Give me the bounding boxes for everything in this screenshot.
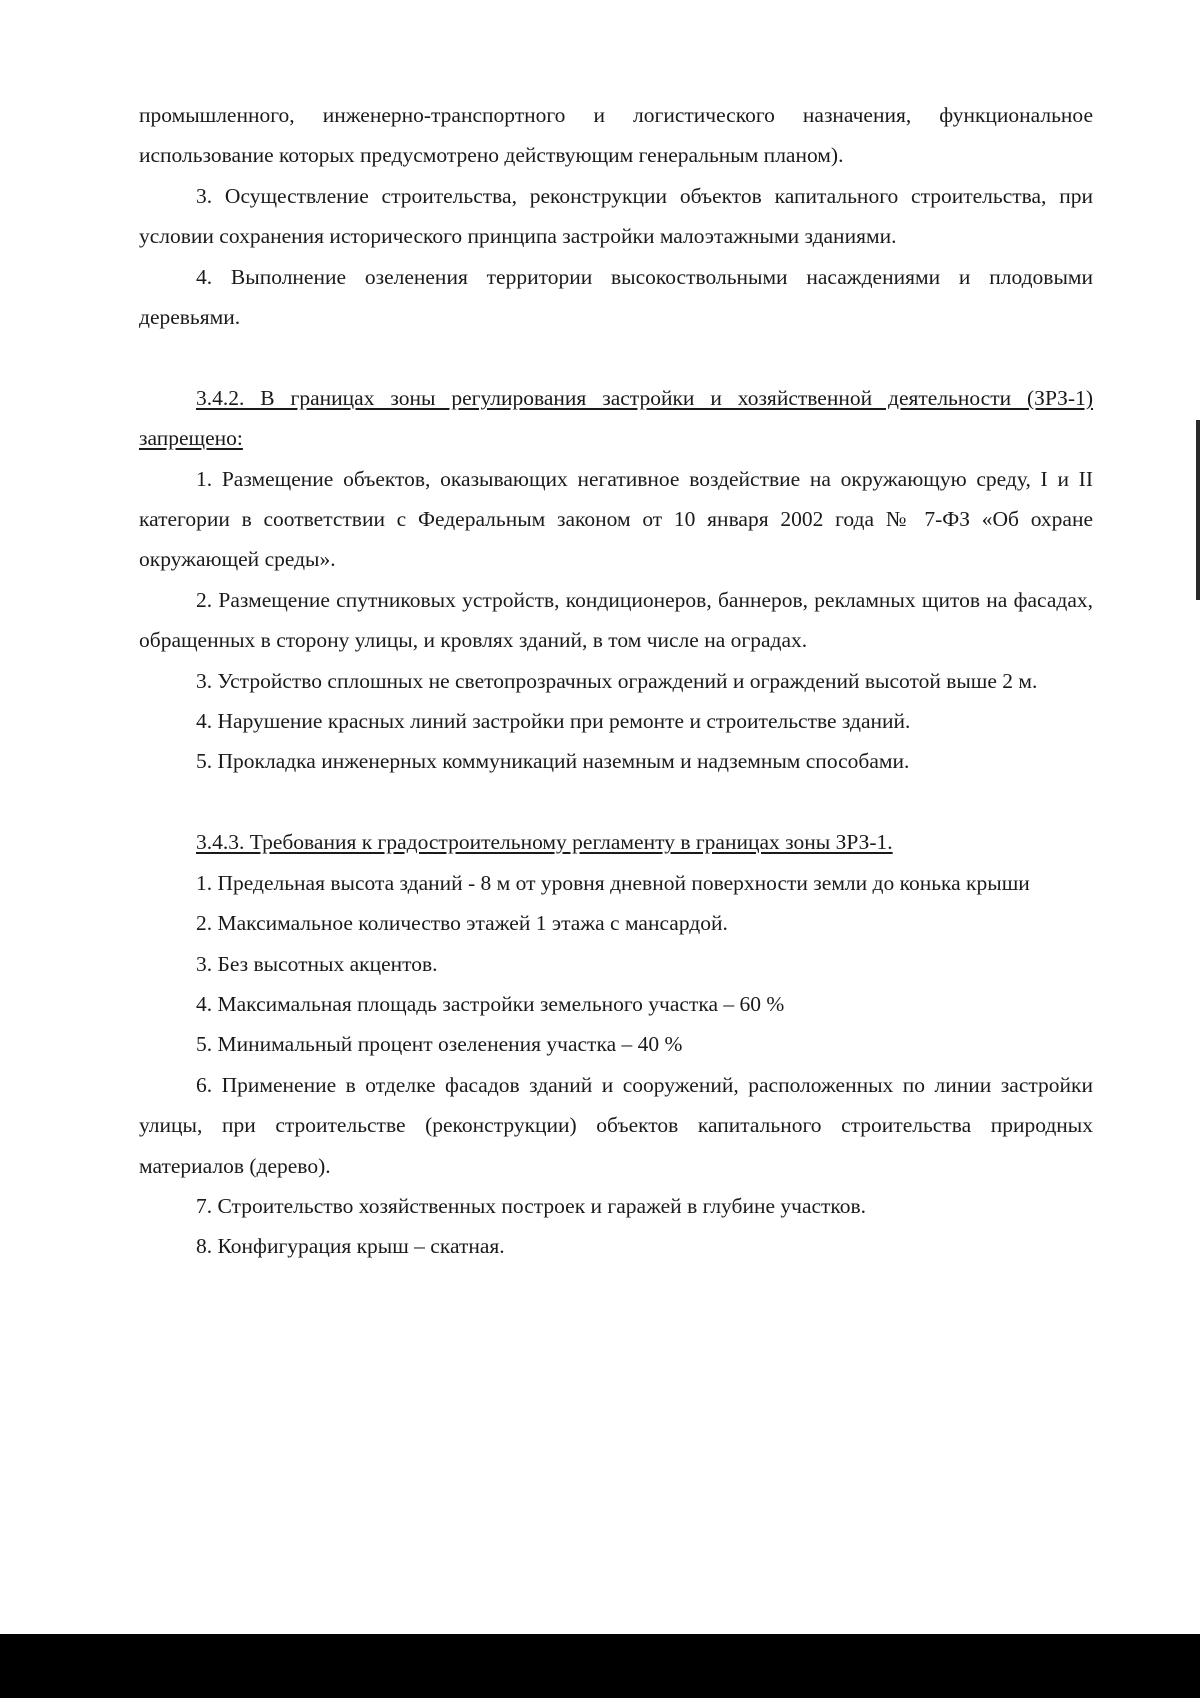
document-body: [139, 95, 1093, 1267]
section-gap: [139, 337, 1093, 377]
list-item: 3. Без высотных акцентов.: [196, 951, 438, 976]
list-item: 5. Минимальный процент озеленения участка – 40 %: [196, 1032, 683, 1057]
list-item: 7. Строительство хозяйственных построек и гаражей в глубине участков.: [196, 1193, 867, 1218]
list-item: 6. Применение в отделке фасадов зданий и сооружений, расположенных по линии застройки улицы, при строительстве (реконструкции) объектов капитального строительства природных материалов (дерево).: [139, 1072, 1093, 1178]
section-heading-3-4-2: 3.4.2. В границах зоны регулирования застройки и хозяйственной деятельности (ЗРЗ-1) запрещено:: [139, 385, 1093, 451]
list-item: 1. Размещение объектов, оказывающих негативное воздействие на окружающую среду, I и II категории в соответствии с Федеральным законом от 10 января 2002 года № 7-ФЗ «Об охране окружающей среды».: [139, 466, 1093, 572]
list-item: 4. Нарушение красных линий застройки при ремонте и строительстве зданий.: [196, 709, 911, 734]
list-item: 5. Прокладка инженерных коммуникаций наземным и надземным способами.: [196, 749, 910, 774]
list-item: 2. Размещение спутниковых устройств, кондиционеров, баннеров, рекламных щитов на фасадах, обращенных в сторону улицы, и кровлях зданий, в том числе на оградах.: [139, 587, 1093, 653]
section-heading-3-4-3: 3.4.3. Требования к градостроительному регламенту в границах зоны ЗРЗ-1.: [196, 830, 893, 855]
scan-right-edge: [1196, 420, 1200, 600]
section-gap: [139, 782, 1093, 822]
list-item: 1. Предельная высота зданий - 8 м от уровня дневной поверхности земли до конька крыши: [196, 870, 1030, 895]
paragraph-item-3: 3. Осуществление строительства, реконструкции объектов капитального строительства, при условии сохранения исторического принципа застройки малоэтажными зданиями.: [139, 183, 1093, 249]
list-item: 8. Конфигурация крыш – скатная.: [196, 1234, 505, 1259]
list-item: 3. Устройство сплошных не светопрозрачных ограждений и ограждений высотой выше 2 м.: [196, 668, 1038, 693]
scan-bottom-band: [0, 1634, 1200, 1698]
paragraph-continuation: промышленного, инженерно-транспортного и логистического назначения, функциональное использование которых предусмотрено действующим генеральным планом).: [139, 103, 1093, 168]
list-item: 2. Максимальное количество этажей 1 этажа с мансардой.: [196, 911, 728, 936]
list-item: 4. Максимальная площадь застройки земельного участка – 60 %: [196, 991, 785, 1016]
paragraph-item-4: 4. Выполнение озеленения территории высокоствольными насаждениями и плодовыми деревьями.: [139, 264, 1093, 330]
